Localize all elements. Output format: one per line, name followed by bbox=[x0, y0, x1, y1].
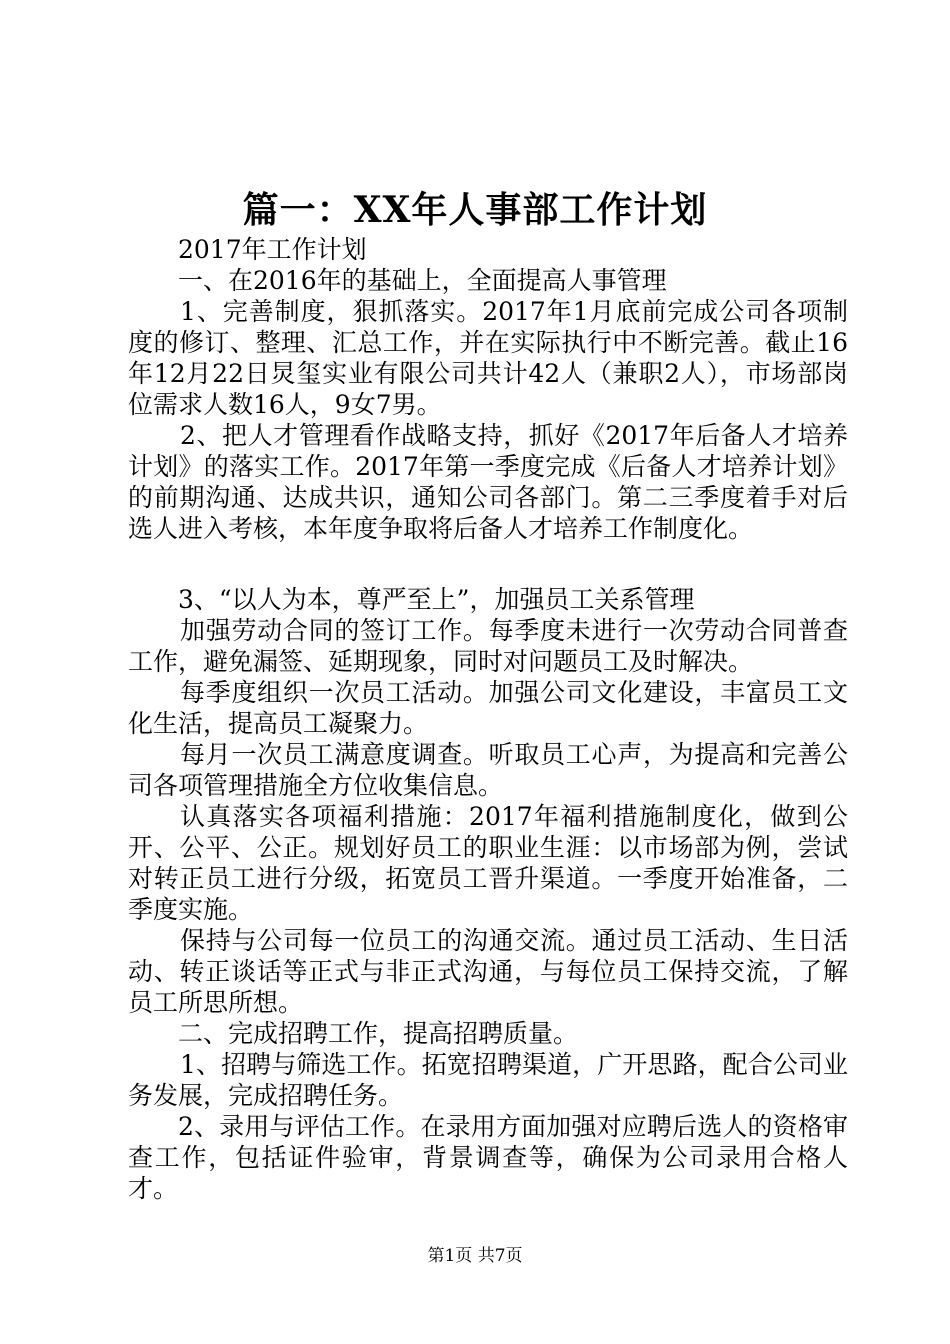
paragraph-communication: 保持与公司每一位员工的沟通交流。通过员工活动、生日活动、转正谈话等正式与非正式沟通，与每位员工保持交流，了解员工所思所想。 bbox=[128, 926, 848, 1017]
paragraph-labor-contract: 加强劳动合同的签订工作。每季度未进行一次劳动合同普查工作，避免漏签、延期现象，同时对问题员工及时解决。 bbox=[128, 616, 848, 676]
paragraph-section-2-heading: 二、完成招聘工作，提高招聘质量。 bbox=[178, 1019, 579, 1048]
paragraph-section-1-heading: 一、在2016年的基础上，全面提高人事管理 bbox=[178, 266, 667, 295]
paragraph-item-1: 1、完善制度，狠抓落实。2017年1月底前完成公司各项制度的修订、整理、汇总工作，并在实际执行中不断完善。截止16年12月22日炅玺实业有限公司共计42人（兼职2人），市场部岗位需求人数16人，9女7男。 bbox=[128, 297, 848, 419]
page-number-footer: 第1页 共7页 bbox=[427, 1246, 523, 1266]
paragraph-recruit-2: 2、录用与评估工作。在录用方面加强对应聘后选人的资格审查工作，包括证件验审，背景调查等，确保为公司录用合格人才。 bbox=[128, 1112, 848, 1203]
document-body bbox=[128, 234, 848, 1204]
document-title: 篇一：XX年人事部工作计划 bbox=[242, 189, 708, 231]
paragraph-welfare: 认真落实各项福利措施：2017年福利措施制度化，做到公开、公平、公正。规划好员工的职业生涯：以市场部为例，尝试对转正员工进行分级，拓宽员工晋升渠道。一季度开始准备，二季度实施。 bbox=[128, 802, 848, 924]
paragraph-year-plan: 2017年工作计划 bbox=[178, 235, 367, 264]
paragraph-item-3-heading: 3、“以人为本，尊严至上”，加强员工关系管理 bbox=[178, 585, 695, 614]
paragraph-item-2: 2、把人才管理看作战略支持，抓好《2017年后备人才培养计划》的落实工作。2017年第一季度完成《后备人才培养计划》的前期沟通、达成共识，通知公司各部门。第二三季度着手对后选人进入考核，本年度争取将后备人才培养工作制度化。 bbox=[128, 421, 848, 543]
paragraph-satisfaction-survey: 每月一次员工满意度调查。听取员工心声，为提高和完善公司各项管理措施全方位收集信息。 bbox=[128, 740, 848, 800]
paragraph-recruit-1: 1、招聘与筛选工作。拓宽招聘渠道，广开思路，配合公司业务发展，完成招聘任务。 bbox=[128, 1050, 848, 1110]
paragraph-employee-activity: 每季度组织一次员工活动。加强公司文化建设，丰富员工文化生活，提高员工凝聚力。 bbox=[128, 678, 848, 738]
